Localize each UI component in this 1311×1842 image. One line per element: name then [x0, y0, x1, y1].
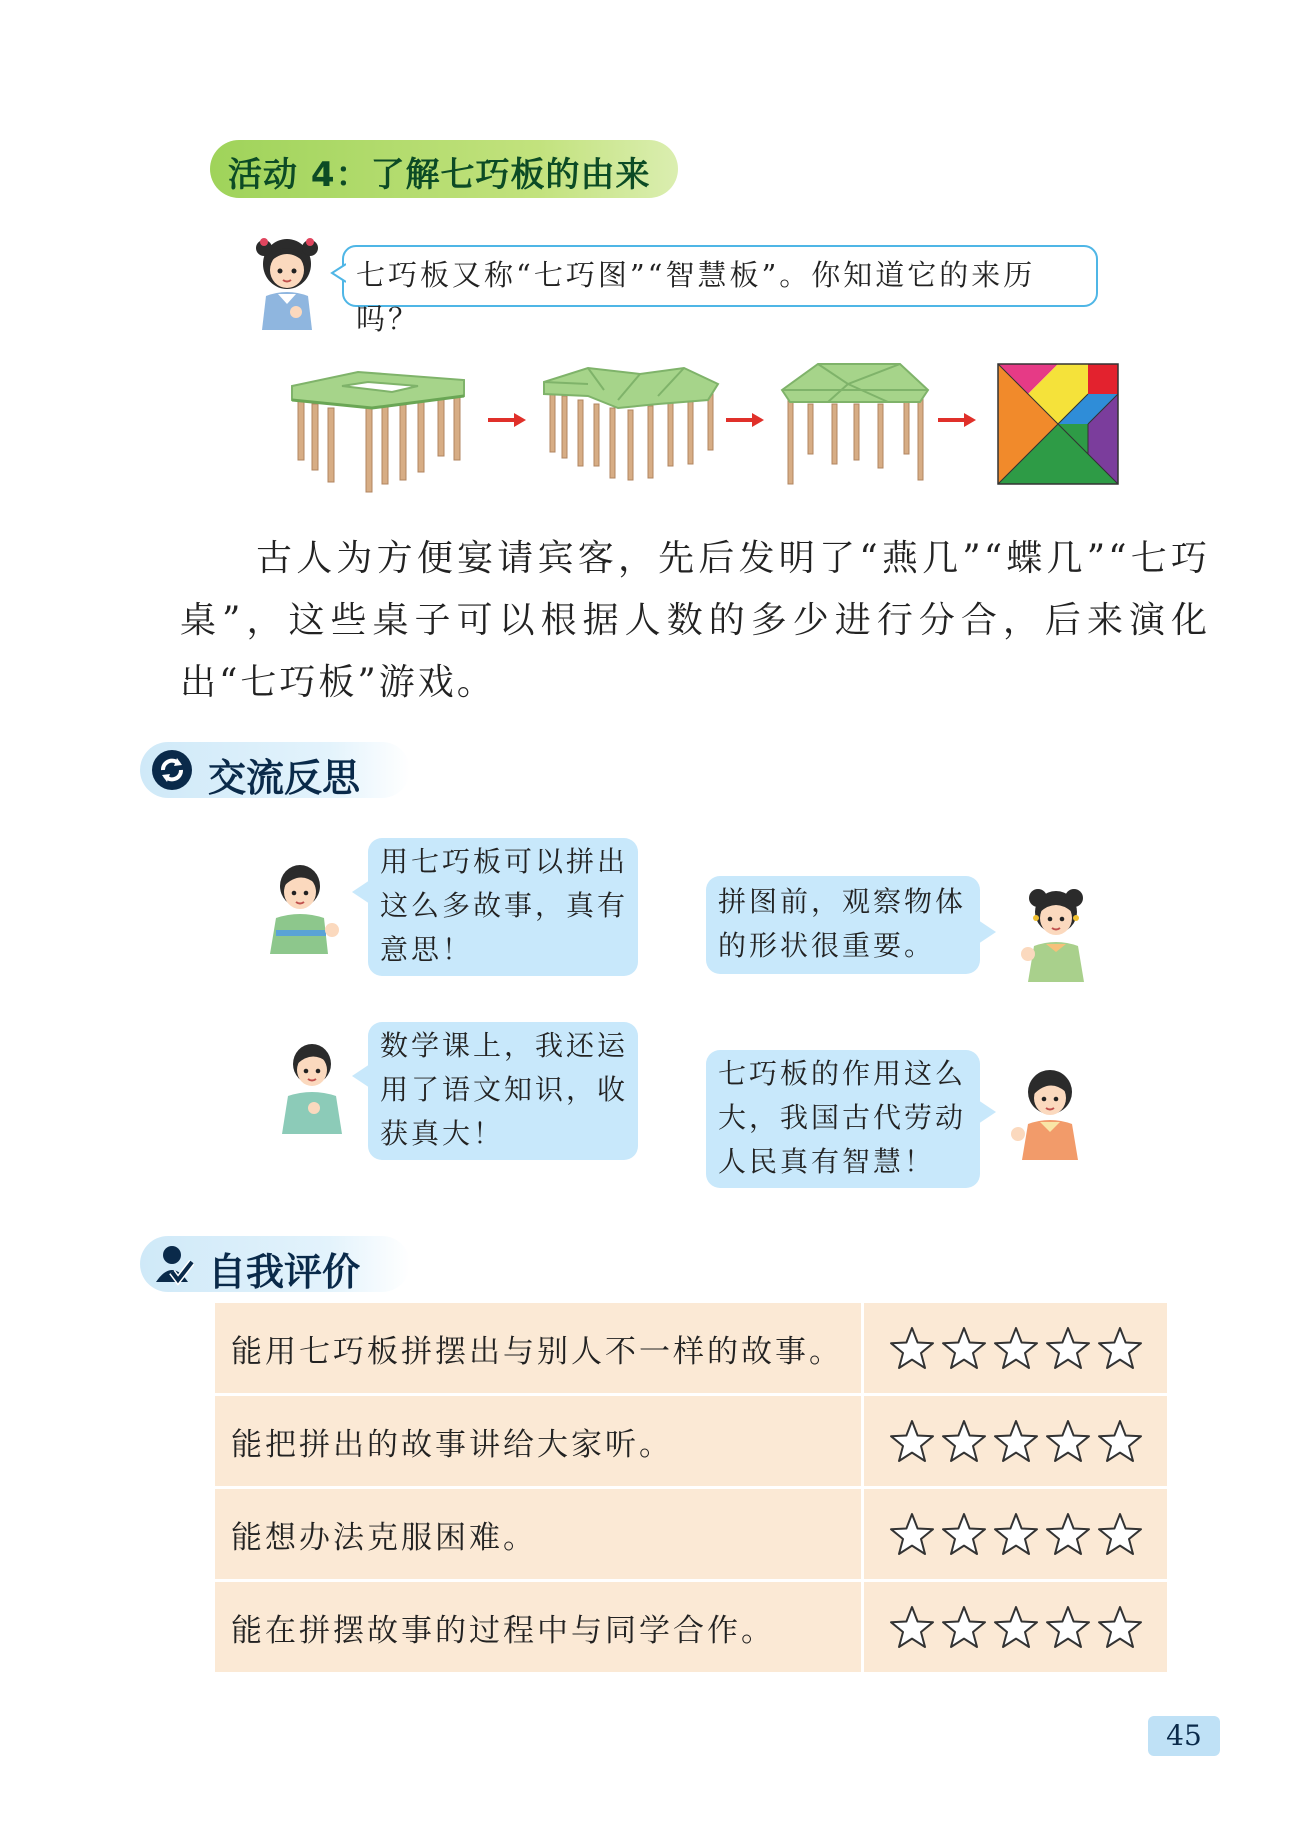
- person-check-icon: [150, 1242, 194, 1286]
- star-rating[interactable]: [863, 1395, 1169, 1488]
- star-icon[interactable]: [1097, 1325, 1143, 1371]
- eval-item-text: 能把拼出的故事讲给大家听。: [214, 1395, 863, 1488]
- star-icon[interactable]: [993, 1511, 1039, 1557]
- reflection-bubble-2-text: 拼图前，观察物体 的形状很重要。: [718, 885, 967, 962]
- girl-character-illustration: [1006, 1064, 1090, 1160]
- reflection-header-label: 交流反思: [208, 756, 361, 800]
- reflection-section-header: [140, 742, 410, 798]
- boy-character-illustration: [276, 1036, 350, 1134]
- star-icon[interactable]: [993, 1325, 1039, 1371]
- star-rating[interactable]: [863, 1581, 1169, 1674]
- star-icon[interactable]: [1045, 1604, 1091, 1650]
- star-icon[interactable]: [1045, 1325, 1091, 1371]
- star-rating[interactable]: [863, 1488, 1169, 1581]
- boy-character-illustration: [262, 858, 344, 954]
- bubble-tail: [978, 1100, 996, 1124]
- star-icon[interactable]: [941, 1604, 987, 1650]
- table-row: [214, 1395, 1169, 1488]
- star-icon[interactable]: [1045, 1418, 1091, 1464]
- reflection-bubble-4-text: 七巧板的作用这么 大，我国古代劳动 人民真有智慧！: [718, 1057, 967, 1178]
- star-icon[interactable]: [889, 1418, 935, 1464]
- bubble-tail: [978, 920, 996, 944]
- self-eval-table: [212, 1300, 1170, 1675]
- yanji-table-illustration: [292, 372, 464, 492]
- self-eval-header-label: 自我评价: [208, 1250, 361, 1294]
- reflection-bubble-1: [368, 838, 638, 976]
- star-icon[interactable]: [941, 1511, 987, 1557]
- reflection-bubble-4: [706, 1050, 980, 1188]
- qiqiao-table-illustration: [782, 364, 928, 484]
- table-row: [214, 1488, 1169, 1581]
- tangram-origin-illustration: [288, 360, 1128, 520]
- star-icon[interactable]: [1097, 1604, 1143, 1650]
- activity-banner: [210, 140, 678, 198]
- star-icon[interactable]: [889, 1325, 935, 1371]
- intro-bubble-text: 七巧板又称“七巧图”“智慧板”。你知道它的来历吗？: [356, 258, 1036, 336]
- star-icon[interactable]: [941, 1418, 987, 1464]
- intro-speech-bubble: [342, 245, 1098, 336]
- bubble-tail: [352, 880, 370, 904]
- tangram-square-illustration: [998, 364, 1118, 484]
- star-rating[interactable]: [863, 1302, 1169, 1395]
- table-row: [214, 1581, 1169, 1674]
- star-icon[interactable]: [1045, 1511, 1091, 1557]
- star-icon[interactable]: [1097, 1418, 1143, 1464]
- table-row: [214, 1302, 1169, 1395]
- bubble-tail: [330, 262, 346, 284]
- page-number: 45: [1148, 1716, 1220, 1756]
- star-icon[interactable]: [1097, 1511, 1143, 1557]
- self-eval-section-header: [140, 1236, 410, 1292]
- refresh-icon: [150, 748, 194, 792]
- star-icon[interactable]: [993, 1418, 1039, 1464]
- bubble-tail: [352, 1064, 370, 1088]
- girl-character-illustration: [1016, 882, 1098, 982]
- star-icon[interactable]: [993, 1604, 1039, 1650]
- star-icon[interactable]: [941, 1325, 987, 1371]
- activity-title: 活动 4：了解七巧板的由来: [228, 155, 651, 195]
- origin-paragraph: 古人为方便宴请宾客，先后发明了“燕几”“蝶几”“七巧桌”，这些桌子可以根据人数的多少进行分合，后来演化出“七巧板”游戏。: [180, 538, 1210, 703]
- dieji-table-illustration: [544, 368, 718, 480]
- eval-item-text: 能想办法克服困难。: [214, 1488, 863, 1581]
- eval-item-text: 能在拼摆故事的过程中与同学合作。: [214, 1581, 863, 1674]
- eval-item-text: 能用七巧板拼摆出与别人不一样的故事。: [214, 1302, 863, 1395]
- reflection-bubble-1-text: 用七巧板可以拼出 这么多故事，真有 意思！: [380, 845, 629, 966]
- star-icon[interactable]: [889, 1511, 935, 1557]
- star-icon[interactable]: [889, 1604, 935, 1650]
- girl-character-illustration: [248, 234, 326, 330]
- reflection-bubble-2: [706, 876, 980, 974]
- reflection-bubble-3: [368, 1022, 638, 1160]
- reflection-bubble-3-text: 数学课上，我还运 用了语文知识，收 获真大！: [380, 1029, 629, 1150]
